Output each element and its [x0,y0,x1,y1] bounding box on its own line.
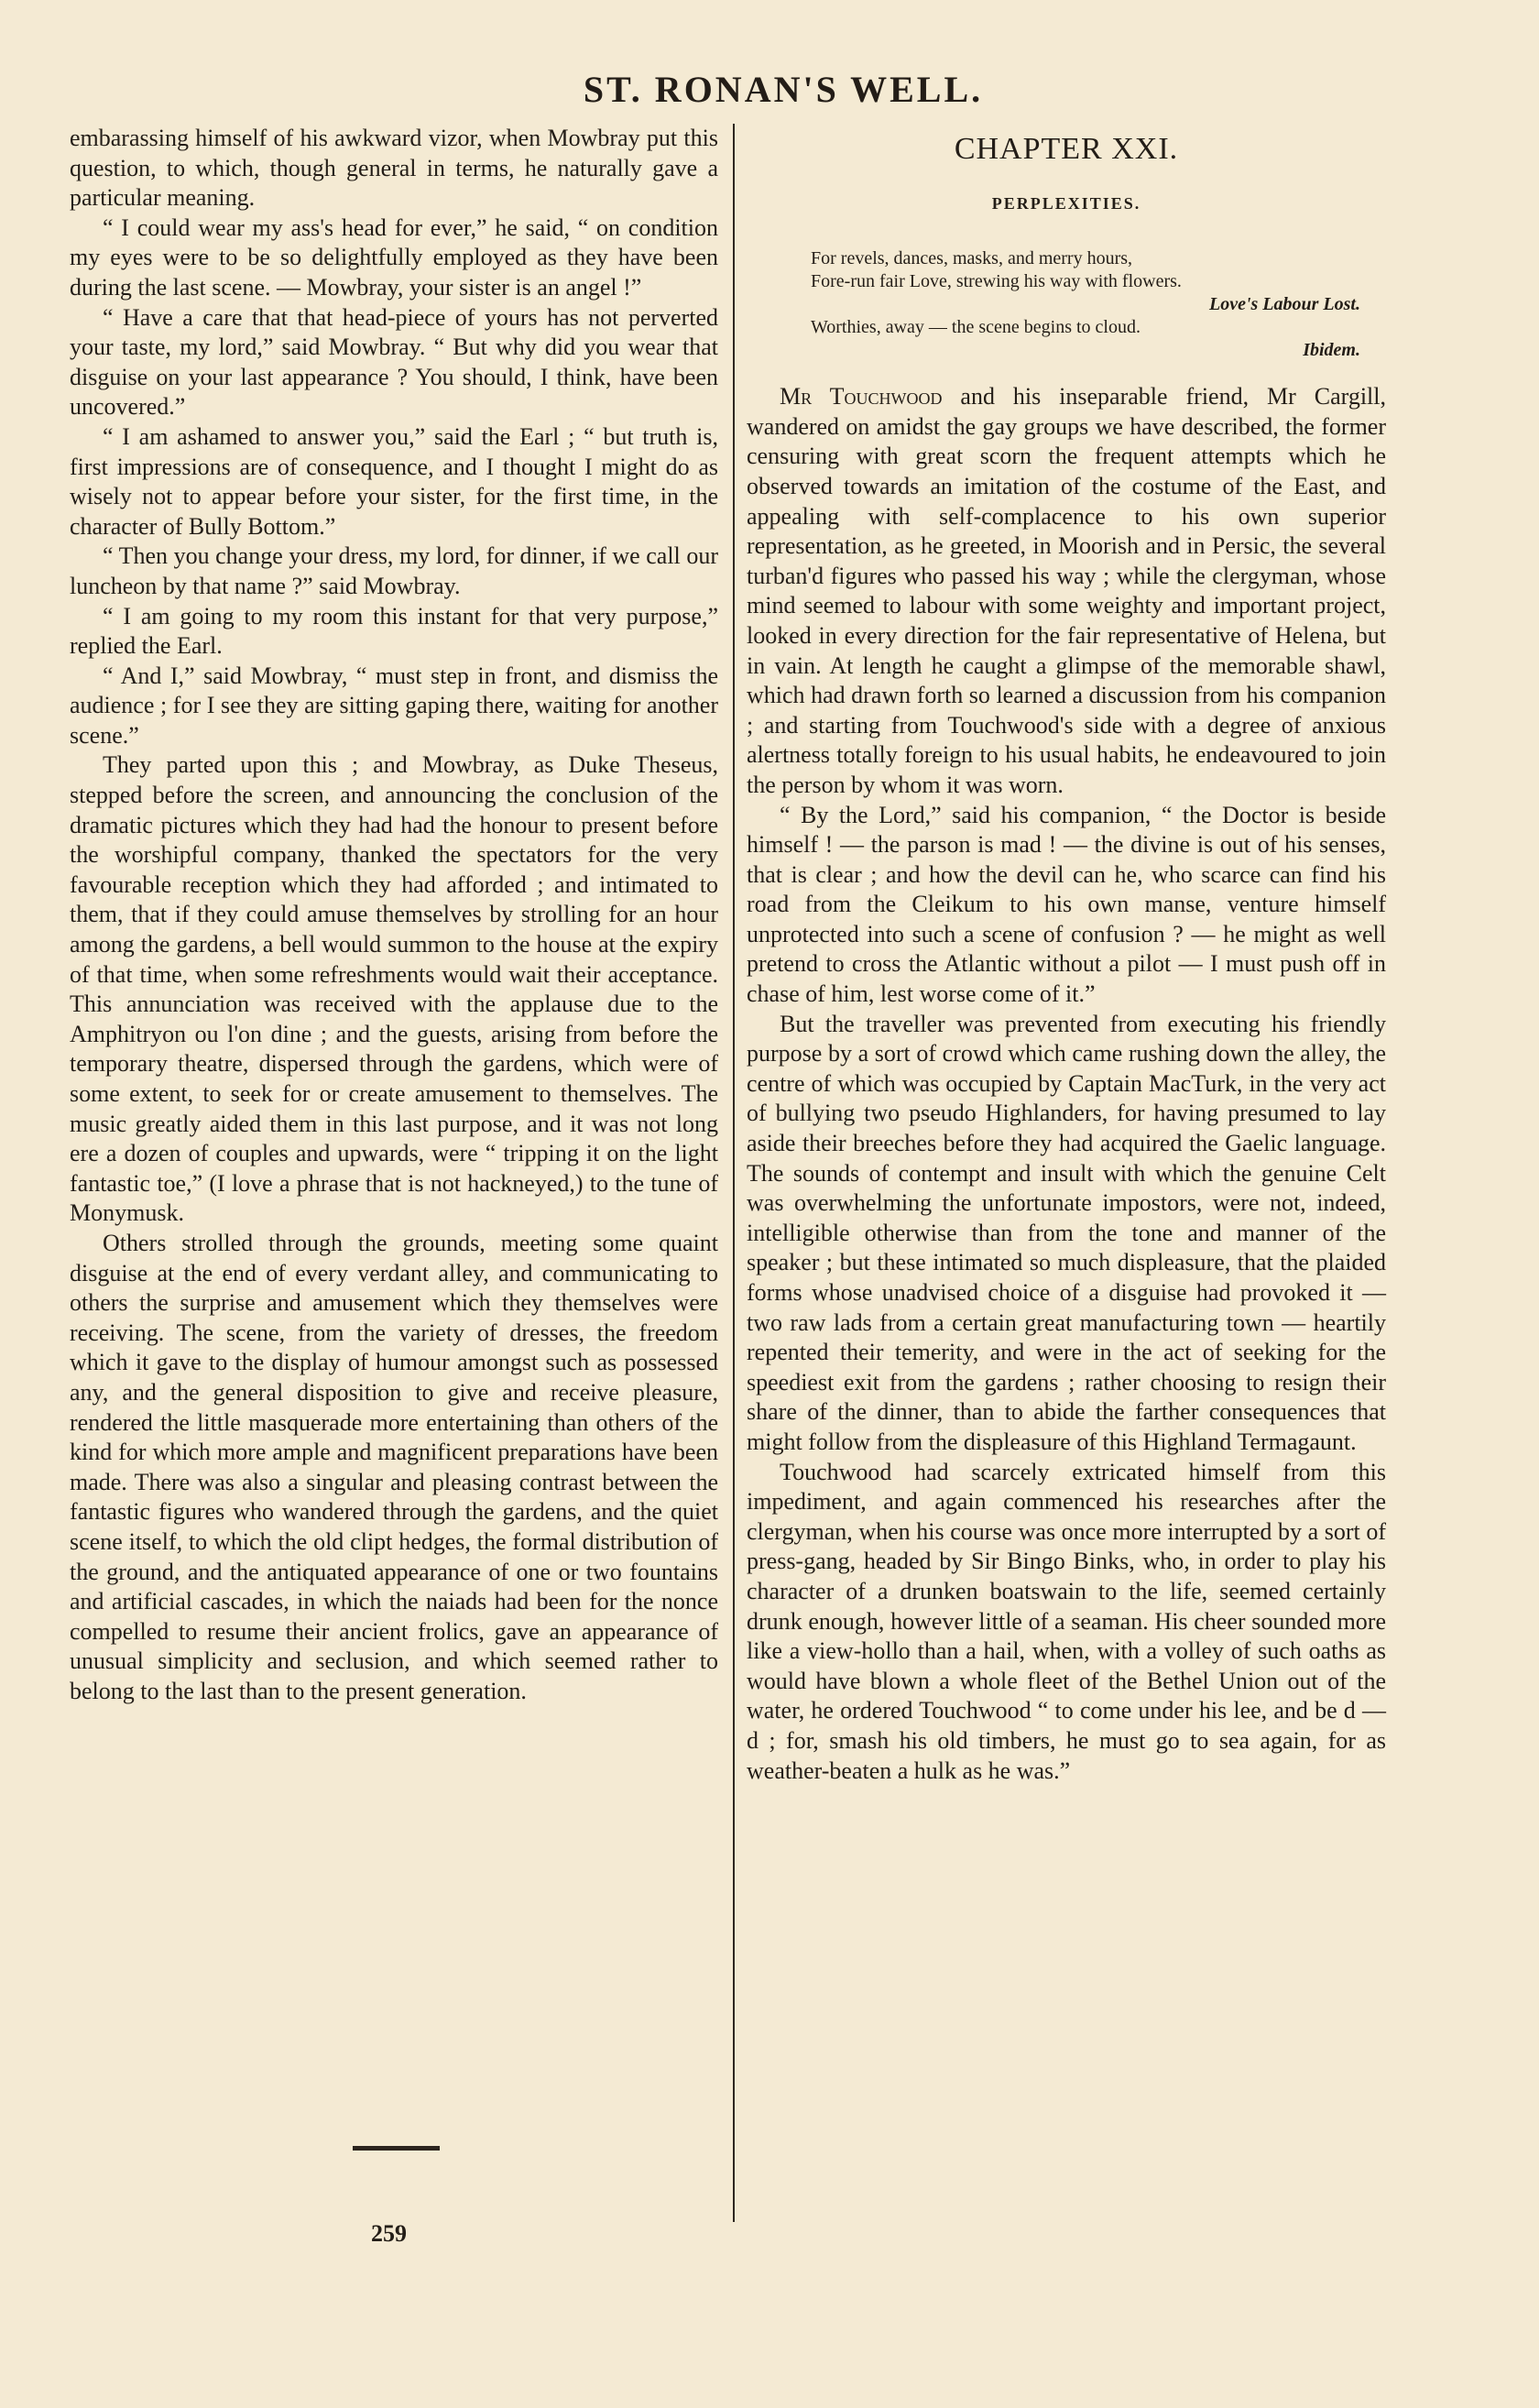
epigraph-line: Worthies, away — the scene begins to cloud. [811,317,1141,338]
epigraph-line: For revels, dances, masks, and merry hours, [811,248,1133,269]
epigraph-attribution: Ibidem. [1303,340,1360,361]
paragraph: Touchwood had scarcely extricated himself from this impediment, and again commenced his researches after the clergyman, when his course was once more interrupted by a sort of press-gang, headed by Sir Bingo Binks, who, in order to play his character of a drunken boatswain to the life, seemed certainly drunk enough, however little of a seaman. His cheer sounded more like a view-hollo than a hail, when, with a volley of such oaths as would have blown a whole fleet of the Bethel Union out of the water, he ordered Touchwood “ to come under his lee, and be d — d ; for, smash his old timbers, he must go to sea again, for as weather-beaten a hulk as he was.” [747,1458,1386,1784]
chapter-title: CHAPTER XXI. [954,132,1179,166]
paragraph: But the traveller was prevented from executing his friendly purpose by a sort of crowd which came rushing down the alley, the centre of which was occupied by Captain MacTurk, in the very act of bullying two pseudo Highlanders, for having presumed to lay aside their breeches before they had acquired the Gaelic language. The sounds of contempt and insult with which the genuine Celt was overwhelming the unfortunate impostors, were not, indeed, intelligible otherwise than from the tone and manner of the speaker ; but these intimated so much displeasure, that the plaided forms whose unadvised choice of a disguise had provoked it — two raw lads from a certain great manufacturing town — heartily repented their temerity, and were in the act of seeking for the speediest exit from the gardens ; rather choosing to resign their share of the dinner, than to abide the farther consequences that might follow from the displeasure of this Highland Termagaunt. [747,1010,1386,1455]
paragraph: “ Have a care that that head-piece of yours has not perverted your taste, my lord,” said Mowbray. “ But why did you wear that disguise on your last appearance ? You should, I think, have been uncovered.” [70,303,718,421]
epigraph [811,247,1360,362]
paragraph: “ Then you change your dress, my lord, for dinner, if we call our luncheon by that name ?” said Mowbray. [70,542,718,599]
paragraph: “ I am ashamed to answer you,” said the Earl ; “ but truth is, first impressions are of consequence, and I thought I might do as wisely not to appear before your sister, for the first time, in the character of Bully Bottom.” [70,422,718,540]
paragraph: Others strolled through the grounds, meeting some quaint disguise at the end of every verdant alley, and communicating to others the surprise and amusement which they themselves were receiving. The scene, from the variety of dresses, the freedom which it gave to the display of humour amongst such as possessed any, and the general disposition to give and receive pleasure, rendered the little masquerade more entertaining than others of the kind for which more ample and magnificent preparations have been made. There was also a singular and pleasing contrast between the fantastic figures who wandered through the gardens, and the quiet scene itself, to which the old clipt hedges, the formal distribution of the ground, and the antiquated appearance of one or two fountains and artificial cascades, in which the naiads had been for the nonce compelled to resume their ancient frolics, gave an appearance of unusual simplicity and seclusion, and which seemed rather to belong to the last than to the present generation. [70,1229,718,1704]
left-column [70,124,718,1706]
paragraph: “ I could wear my ass's head for ever,” he said, “ on condition my eyes were to be so delightfully employed as they have been during the last scene. — Mowbray, your sister is an angel !” [70,213,718,301]
column-divider [733,124,735,2222]
paragraph: embarassing himself of his awkward vizor, when Mowbray put this question, to which, though general in terms, he naturally gave a particular meaning. [70,125,718,212]
running-title: ST. RONAN'S WELL. [583,69,984,110]
paragraph: “ I am going to my room this instant for that very purpose,” replied the Earl. [70,602,718,660]
paragraph: “ And I,” said Mowbray, “ must step in front, and dismiss the audience ; for I see they are sitting gaping there, waiting for another scene.” [70,662,718,749]
paragraph-text: and his inseparable friend, Mr Cargill, wandered on amidst the gay groups we have described, the former censuring with great scorn the frequent attempts which he observed towards an imitation of the costume of the East, and appealing with self-complacence to his own superior representation, as he greeted, in Moorish and in Persic, the several turban'd figures who passed his way ; while the clergyman, whose mind seemed to labour with some weighty and important project, looked in every direction for the fair representative of Helena, but in vain. At length he caught a glimpse of the memorable shawl, which had drawn forth so learned a discussion from his companion ; and starting from Touchwood's side with a degree of anxious alertness totally foreign to his usual habits, he endeavoured to join the person by whom it was worn. [747,383,1386,798]
right-column [747,124,1386,1786]
paragraph-lead: Mr Touchwood [780,383,943,410]
paragraph [747,382,1386,800]
page-number: 259 [371,2220,407,2247]
paragraph: “ By the Lord,” said his companion, “ the Doctor is beside himself ! — the parson is mad ! — the divine is out of his senses, that is clear ; and how the devil can he, who scarce can find his road from the Cleikum to his own manse, venture himself unprotected into such a scene of confusion ? — he might as well pretend to cross the Atlantic without a pilot — I must push off in chase of him, lest worse come of it.” [747,801,1386,1008]
section-rule [353,2146,440,2151]
chapter-subtitle: PERPLEXITIES. [991,193,1141,213]
epigraph-attribution: Love's Labour Lost. [1209,294,1360,315]
epigraph-line: Fore-run fair Love, strewing his way with flowers. [811,271,1182,292]
paragraph: They parted upon this ; and Mowbray, as Duke Theseus, stepped before the screen, and announcing the conclusion of the dramatic pictures which they had had the honour to present before the worshipful company, thanked the spectators for the very favourable reception which they had afforded ; and intimated to them, that if they could amuse themselves by strolling for an hour among the gardens, a bell would summon to the house at the expiry of that time, when some refreshments would wait their acceptance. This annunciation was received with the applause due to the Amphitryon ou l'on dine ; and the guests, arising from before the temporary theatre, dispersed through the gardens, which were of some extent, to seek for or create amusement to themselves. The music greatly aided them in this last purpose, and it was not long ere a dozen of couples and upwards, were “ tripping it on the light fantastic toe,” (I love a phrase that is not hackneyed,) to the tune of Monymusk. [70,751,718,1227]
